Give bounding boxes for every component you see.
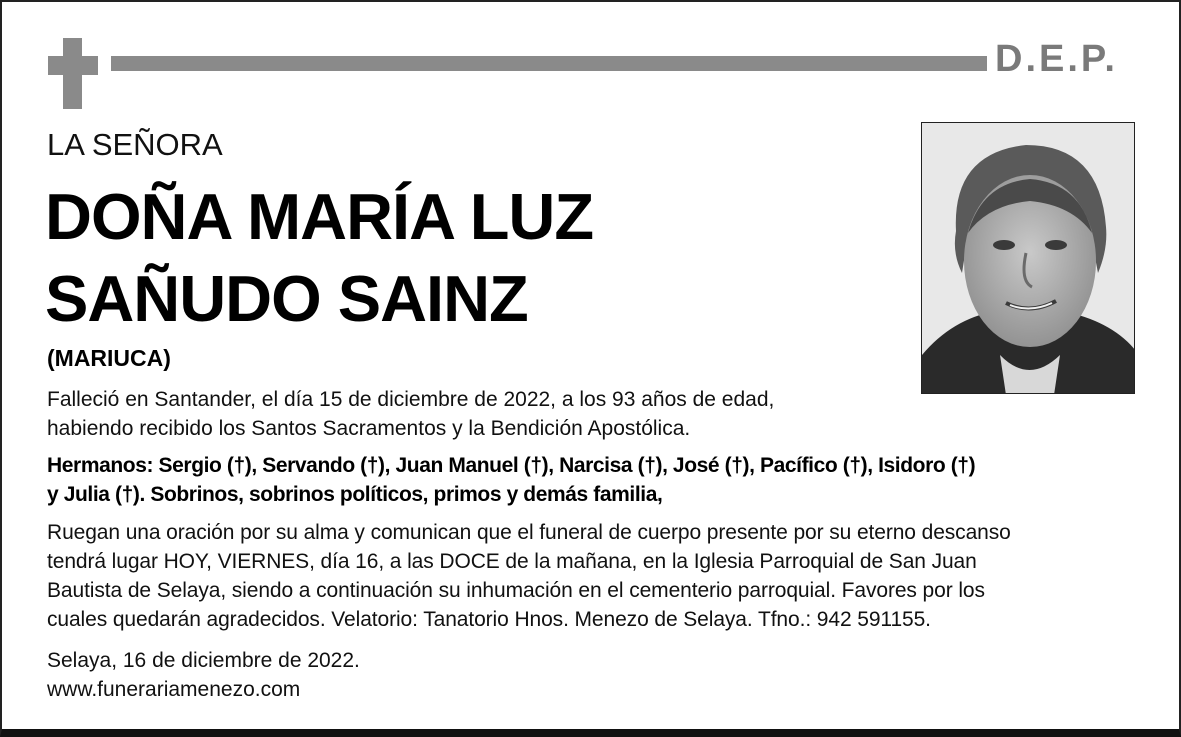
deceased-name	[45, 176, 593, 340]
honorific: LA SEÑORA	[47, 127, 223, 162]
website-link[interactable]: www.funerariamenezo.com	[47, 678, 301, 701]
dep-label: D.E.P.	[995, 38, 1118, 80]
deceased-portrait	[921, 122, 1135, 394]
footer	[47, 646, 360, 704]
place-date: Selaya, 16 de diciembre de 2022.	[47, 649, 360, 672]
funeral-details	[47, 518, 1011, 634]
text-line: habiendo recibido los Santos Sacramentos y la Bendición Apostólica.	[47, 417, 691, 440]
header-rule	[111, 56, 987, 71]
name-line-2: SAÑUDO SAINZ	[45, 262, 528, 335]
nickname: (MARIUCA)	[47, 345, 171, 371]
cross-icon	[48, 38, 98, 109]
text-line: y Julia (†). Sobrinos, sobrinos políticos, primos y demás familia,	[47, 483, 663, 506]
text-line: tendrá lugar HOY, VIERNES, día 16, a las DOCE de la mañana, en la Iglesia Parroquial de San Juan	[47, 550, 977, 573]
family-list	[47, 451, 975, 509]
text-line: Bautista de Selaya, siendo a continuación su inhumación en el cementerio parroquial. Favores por los	[47, 579, 985, 602]
text-line: cuales quedarán agradecidos. Velatorio: Tanatorio Hnos. Menezo de Selaya. Tfno.: 942 591155.	[47, 608, 931, 631]
text-line: Falleció en Santander, el día 15 de diciembre de 2022, a los 93 años de edad,	[47, 388, 775, 411]
name-line-1: DOÑA MARÍA LUZ	[45, 180, 594, 253]
death-notice	[47, 385, 774, 443]
text-line: Hermanos: Sergio (†), Servando (†), Juan Manuel (†), Narcisa (†), José (†), Pacífico (†), Isidoro (†)	[47, 454, 976, 477]
text-line: Ruegan una oración por su alma y comunican que el funeral de cuerpo presente por su eterno descanso	[47, 521, 1011, 544]
